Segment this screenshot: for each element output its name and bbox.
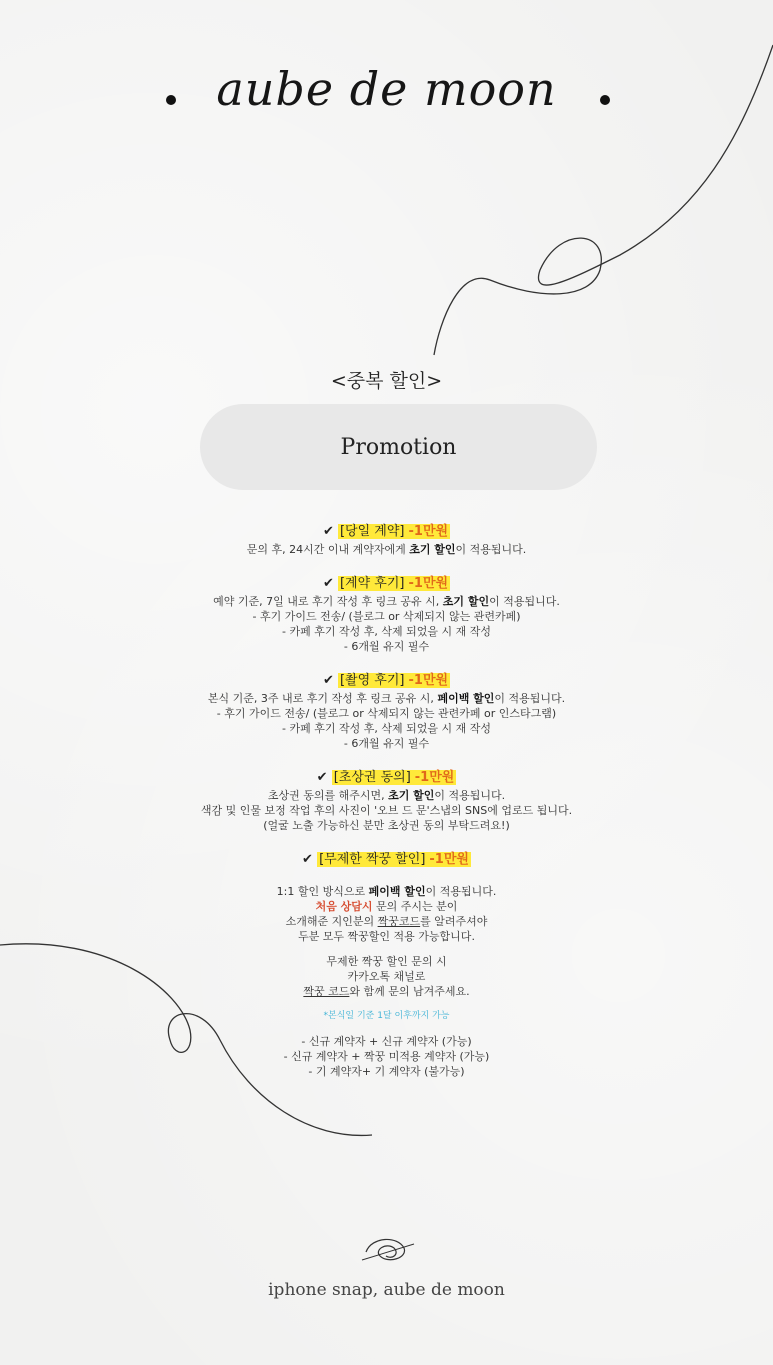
promo-line: - 카페 후기 작성 후, 삭제 되었을 시 재 작성 (282, 722, 491, 735)
section-title: <중복 할인> (330, 370, 443, 392)
promo-block-shoot-review (0, 671, 773, 751)
promo-line: 예약 기준, 7일 내로 후기 작성 후 링크 공유 시, 초기 할인이 적용됩니다. (213, 595, 560, 608)
promo-line: 소개해준 지인분의 짝꿍코드를 알려주셔야 (285, 915, 488, 928)
promo-rule: - 신규 계약자 + 짝꿍 미적용 계약자 (가능) (283, 1050, 490, 1063)
promotion-pill (200, 404, 597, 490)
promo-line: - 6개월 유지 필수 (343, 640, 430, 653)
checkmark-icon: ✔ (322, 673, 334, 688)
promo-line: 무제한 짝꿍 할인 문의 시 (326, 955, 447, 968)
brand-dot-right (600, 95, 610, 105)
promo-line: 카카오톡 채널로 (347, 970, 426, 983)
promo-heading (0, 768, 773, 788)
promo-block-same-day (0, 522, 773, 557)
promo-block-portrait-consent (0, 768, 773, 833)
promo-line: 문의 후, 24시간 이내 계약자에게 초기 할인이 적용됩니다. (246, 543, 527, 556)
promo-amount: -1만원 (408, 524, 449, 539)
promo-amount: -1만원 (408, 673, 449, 688)
promo-line: 본식 기준, 3주 내로 후기 작성 후 링크 공유 시, 페이백 할인이 적용됩니다. (207, 692, 566, 705)
promo-tag: [계약 후기] (339, 576, 405, 591)
checkmark-icon: ✔ (302, 852, 313, 867)
promotion-content (0, 522, 773, 1096)
promo-line: 두분 모두 짝꿍할인 적용 가능합니다. (298, 930, 475, 943)
checkmark-icon: ✔ (322, 524, 334, 539)
promo-amount: -1만원 (429, 852, 469, 867)
promo-rule: - 기 계약자+ 기 계약자 (불가능) (308, 1065, 465, 1078)
promo-line: - 후기 가이드 전송/ (블로그 or 삭제되지 않는 관련카페) (252, 610, 521, 623)
promo-line: 짝꿍 코드와 함께 문의 남겨주세요. (303, 985, 470, 998)
promo-heading (0, 850, 773, 870)
promotion-label: Promotion (340, 434, 457, 460)
promo-heading (0, 522, 773, 542)
brand-logo-icon (358, 1230, 418, 1270)
promo-line: 초상권 동의를 해주시면, 초기 할인이 적용됩니다. (267, 789, 506, 802)
promo-line: - 후기 가이드 전송/ (블로그 or 삭제되지 않는 관련카페 or 인스타그램) (216, 707, 557, 720)
checkmark-icon: ✔ (316, 770, 328, 785)
promo-block-contract-review (0, 574, 773, 654)
promo-rule: - 신규 계약자 + 신규 계약자 (가능) (301, 1035, 472, 1048)
promo-tag: [초상권 동의] (333, 770, 411, 785)
brand-title: aube de moon (216, 62, 557, 116)
promo-line: - 6개월 유지 필수 (343, 737, 430, 750)
promo-note: *본식일 기준 1달 이후까지 가능 (323, 1011, 450, 1021)
promo-tag: [무제한 짝꿍 할인] (319, 852, 426, 867)
promo-amount: -1만원 (408, 576, 449, 591)
promo-block-unlimited-pair (0, 850, 773, 1079)
promo-amount: -1만원 (414, 770, 455, 785)
promo-line: 처음 상담시 문의 주시는 분이 (315, 900, 458, 913)
promo-line: 색감 및 인물 보정 작업 후의 사진이 '오브 드 문'스냅의 SNS에 업로드 됩니다. (200, 804, 573, 817)
promo-heading (0, 574, 773, 594)
promo-line: 1:1 할인 방식으로 페이백 할인이 적용됩니다. (276, 885, 497, 898)
promo-tag: [당일 계약] (339, 524, 405, 539)
footer-caption: iphone snap, aube de moon (268, 1280, 505, 1300)
promo-heading (0, 671, 773, 691)
checkmark-icon: ✔ (322, 576, 334, 591)
promo-line: - 카페 후기 작성 후, 삭제 되었을 시 재 작성 (282, 625, 491, 638)
promo-line: (얼굴 노출 가능하신 분만 초상권 동의 부탁드려요!) (263, 819, 510, 832)
promo-tag: [촬영 후기] (339, 673, 405, 688)
